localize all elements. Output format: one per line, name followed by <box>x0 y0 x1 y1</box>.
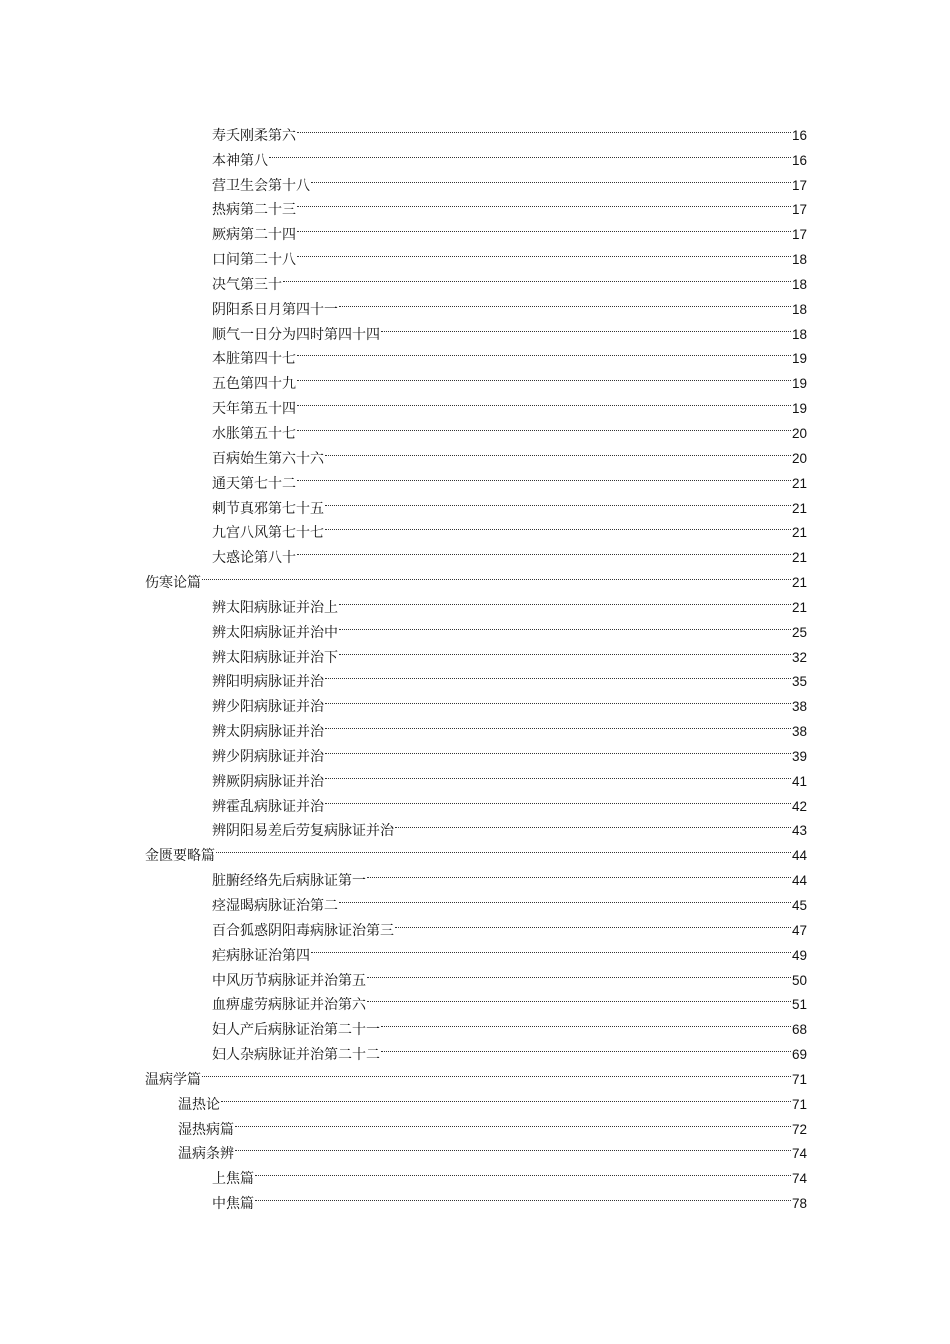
table-of-contents <box>0 115 950 1213</box>
toc-entry-page-number: 49 <box>791 947 807 963</box>
dot-leader <box>325 438 791 463</box>
toc-entry[interactable] <box>0 761 950 790</box>
dot-leader <box>297 115 791 140</box>
dot-leader <box>202 1059 791 1084</box>
toc-entry-page-number: 41 <box>791 773 807 789</box>
toc-entry-page-number: 18 <box>791 252 807 268</box>
toc-entry-title: 通天第七十二 <box>212 475 296 492</box>
toc-entry-page-number: 72 <box>791 1121 807 1137</box>
dot-leader <box>395 910 791 935</box>
toc-entry[interactable] <box>0 935 950 964</box>
toc-entry-page-number: 16 <box>791 152 807 168</box>
toc-entry-page-number: 21 <box>791 475 807 491</box>
toc-entry[interactable] <box>0 314 950 343</box>
toc-entry-title: 痉湿暍病脉证治第二 <box>212 898 338 914</box>
toc-entry[interactable] <box>0 960 950 989</box>
toc-entry-page-number: 17 <box>791 202 807 218</box>
dot-leader <box>235 1109 791 1134</box>
toc-entry[interactable] <box>0 438 950 467</box>
dot-leader <box>339 289 791 314</box>
toc-entry-page-number: 25 <box>791 624 807 640</box>
toc-entry-page-number: 50 <box>791 972 807 988</box>
toc-entry-page-number: 71 <box>791 1071 807 1087</box>
dot-leader <box>255 1183 791 1208</box>
toc-entry[interactable] <box>0 662 950 691</box>
toc-entry-title: 天年第五十四 <box>212 401 296 418</box>
toc-entry-page-number: 78 <box>791 1196 807 1212</box>
toc-entry-page-number: 21 <box>791 599 807 615</box>
toc-entry-page-number: 18 <box>791 276 807 292</box>
toc-entry-page-number: 38 <box>791 699 807 715</box>
dot-leader <box>297 388 791 413</box>
dot-leader <box>325 711 791 736</box>
dot-leader <box>381 314 791 339</box>
toc-entry-title: 阴阳系日月第四十一 <box>212 301 338 318</box>
toc-entry[interactable] <box>0 165 950 194</box>
toc-entry[interactable] <box>0 736 950 765</box>
dot-leader <box>297 363 791 388</box>
dot-leader <box>325 662 791 687</box>
toc-entry-page-number: 44 <box>791 848 807 864</box>
toc-entry-title: 湿热病篇 <box>178 1121 234 1138</box>
toc-entry-title: 温病学篇 <box>145 1071 201 1088</box>
toc-entry-title: 伤寒论篇 <box>145 575 201 592</box>
toc-entry-page-number: 18 <box>791 301 807 317</box>
toc-entry[interactable] <box>0 1009 950 1039</box>
toc-entry-title: 妇人产后病脉证治第二十一 <box>212 1022 380 1039</box>
dot-leader <box>297 339 791 364</box>
toc-entry-title: 辨少阴病脉证并治 <box>212 748 324 765</box>
toc-entry-title: 上焦篇 <box>212 1171 254 1188</box>
toc-entry[interactable] <box>0 860 950 890</box>
toc-entry[interactable] <box>0 885 950 914</box>
toc-entry[interactable] <box>0 562 950 592</box>
dot-leader <box>339 612 791 637</box>
toc-entry[interactable] <box>0 413 950 442</box>
dot-leader <box>367 860 791 885</box>
toc-entry[interactable] <box>0 1134 950 1163</box>
toc-entry[interactable] <box>0 1109 950 1138</box>
dot-leader <box>367 960 791 985</box>
toc-entry-title: 中焦篇 <box>212 1196 254 1213</box>
toc-entry[interactable] <box>0 811 950 840</box>
dot-leader <box>311 935 791 960</box>
toc-entry[interactable] <box>0 711 950 741</box>
dot-leader <box>311 165 791 190</box>
toc-entry-page-number: 74 <box>791 1146 807 1162</box>
toc-entry-page-number: 71 <box>791 1096 807 1112</box>
toc-entry[interactable] <box>0 1158 950 1188</box>
toc-entry-title: 百合狐惑阴阳毒病脉证治第三 <box>212 922 394 939</box>
toc-entry[interactable] <box>0 537 950 567</box>
dot-leader <box>395 811 791 836</box>
toc-entry-title: 辨霍乱病脉证并治 <box>212 798 324 815</box>
toc-entry-page-number: 21 <box>791 525 807 541</box>
toc-entry-title: 辨厥阴病脉证并治 <box>212 773 324 790</box>
toc-entry-title: 妇人杂病脉证并治第二十二 <box>212 1047 380 1064</box>
toc-entry[interactable] <box>0 1084 950 1113</box>
toc-entry-title: 百病始生第六十六 <box>212 450 324 467</box>
toc-entry-title: 辨太阳病脉证并治下 <box>212 649 338 666</box>
toc-entry-title: 温病条辨 <box>178 1146 234 1163</box>
toc-entry-page-number: 20 <box>791 450 807 466</box>
toc-entry-page-number: 43 <box>791 823 807 839</box>
toc-entry-title: 顺气一日分为四时第四十四 <box>212 326 380 343</box>
toc-entry[interactable] <box>0 388 950 418</box>
dot-leader <box>297 463 791 488</box>
toc-entry-page-number: 19 <box>791 376 807 392</box>
toc-entry-page-number: 21 <box>791 500 807 516</box>
toc-entry[interactable] <box>0 363 950 393</box>
dot-leader <box>339 885 791 910</box>
toc-entry[interactable] <box>0 1034 950 1064</box>
toc-entry-page-number: 69 <box>791 1047 807 1063</box>
toc-entry[interactable] <box>0 1059 950 1088</box>
dot-leader <box>367 985 791 1010</box>
toc-entry-page-number: 21 <box>791 550 807 566</box>
toc-entry[interactable] <box>0 214 950 244</box>
toc-entry-title: 中风历节病脉证并治第五 <box>212 972 366 989</box>
toc-entry[interactable] <box>0 289 950 318</box>
toc-entry-page-number: 21 <box>791 575 807 591</box>
toc-entry-page-number: 18 <box>791 326 807 342</box>
toc-entry[interactable] <box>0 115 950 144</box>
toc-entry[interactable] <box>0 463 950 492</box>
toc-entry-page-number: 17 <box>791 177 807 193</box>
toc-entry[interactable] <box>0 637 950 666</box>
toc-entry[interactable] <box>0 612 950 641</box>
toc-entry-title: 辨阳明病脉证并治 <box>212 674 324 691</box>
dot-leader <box>269 140 791 165</box>
toc-entry-title: 辨太阴病脉证并治 <box>212 724 324 741</box>
toc-entry[interactable] <box>0 190 950 219</box>
toc-entry[interactable] <box>0 339 950 368</box>
toc-entry[interactable] <box>0 239 950 269</box>
toc-entry-title: 本神第八 <box>212 152 268 169</box>
toc-entry-page-number: 38 <box>791 724 807 740</box>
toc-entry-title: 决气第三十 <box>212 276 282 293</box>
dot-leader <box>325 513 791 538</box>
toc-entry[interactable] <box>0 686 950 716</box>
toc-entry-page-number: 44 <box>791 873 807 889</box>
dot-leader <box>325 761 791 786</box>
toc-entry-page-number: 68 <box>791 1022 807 1038</box>
toc-entry-page-number: 39 <box>791 748 807 764</box>
toc-entry-page-number: 47 <box>791 922 807 938</box>
toc-entry[interactable] <box>0 985 950 1014</box>
toc-entry-title: 辨太阳病脉证并治上 <box>212 599 338 616</box>
toc-entry-page-number: 32 <box>791 649 807 665</box>
toc-entry[interactable] <box>0 264 950 293</box>
toc-entry-title: 本脏第四十七 <box>212 351 296 368</box>
toc-entry[interactable] <box>0 1183 950 1213</box>
toc-entry[interactable] <box>0 835 950 865</box>
dot-leader <box>235 1134 791 1159</box>
toc-entry-page-number: 35 <box>791 674 807 690</box>
toc-entry-title: 水胀第五十七 <box>212 425 296 442</box>
toc-entry-page-number: 17 <box>791 227 807 243</box>
dot-leader <box>221 1084 791 1109</box>
dot-leader <box>297 413 791 438</box>
toc-entry[interactable] <box>0 488 950 517</box>
toc-entry-title: 疟病脉证治第四 <box>212 947 310 964</box>
dot-leader <box>325 488 791 513</box>
toc-entry-page-number: 74 <box>791 1171 807 1187</box>
toc-entry-title: 温热论 <box>178 1096 220 1113</box>
dot-leader <box>297 214 791 239</box>
toc-entry-title: 九宫八风第七十七 <box>212 525 324 542</box>
dot-leader <box>339 587 791 612</box>
dot-leader <box>297 537 791 562</box>
toc-entry-page-number: 45 <box>791 898 807 913</box>
dot-leader <box>202 562 791 587</box>
toc-entry-title: 营卫生会第十八 <box>212 177 310 194</box>
dot-leader <box>325 686 791 711</box>
toc-entry-title: 辨太阳病脉证并治中 <box>212 624 338 641</box>
dot-leader <box>325 736 791 761</box>
toc-entry[interactable] <box>0 786 950 815</box>
toc-entry[interactable] <box>0 910 950 939</box>
dot-leader <box>297 239 791 264</box>
toc-entry-page-number: 20 <box>791 425 807 441</box>
toc-entry-title: 五色第四十九 <box>212 376 296 393</box>
toc-entry-title: 寿夭刚柔第六 <box>212 127 296 144</box>
toc-entry[interactable] <box>0 587 950 616</box>
toc-entry-title: 血痹虚劳病脉证并治第六 <box>212 997 366 1014</box>
toc-entry-page-number: 51 <box>791 997 807 1013</box>
dot-leader <box>216 835 791 860</box>
toc-entry-page-number: 19 <box>791 401 807 417</box>
dot-leader <box>283 264 791 289</box>
dot-leader <box>381 1034 791 1059</box>
toc-entry[interactable] <box>0 513 950 542</box>
dot-leader <box>325 786 791 811</box>
toc-entry-title: 刺节真邪第七十五 <box>212 500 324 517</box>
toc-entry-title: 口问第二十八 <box>212 252 296 269</box>
toc-entry-page-number: 42 <box>791 798 807 814</box>
toc-entry-page-number: 16 <box>791 127 807 143</box>
toc-entry-title: 辨少阳病脉证并治 <box>212 699 324 716</box>
dot-leader <box>255 1158 791 1183</box>
dot-leader <box>297 190 791 215</box>
toc-entry-title: 大惑论第八十 <box>212 550 296 567</box>
toc-entry-page-number: 19 <box>791 351 807 367</box>
toc-entry-title: 热病第二十三 <box>212 202 296 219</box>
toc-entry-title: 金匮要略篇 <box>145 848 215 865</box>
toc-entry-title: 厥病第二十四 <box>212 227 296 244</box>
toc-entry-title: 脏腑经络先后病脉证第一 <box>212 873 366 890</box>
dot-leader <box>381 1009 791 1034</box>
dot-leader <box>339 637 791 662</box>
toc-entry[interactable] <box>0 140 950 169</box>
toc-entry-title: 辨阴阳易差后劳复病脉证并治 <box>212 823 394 840</box>
